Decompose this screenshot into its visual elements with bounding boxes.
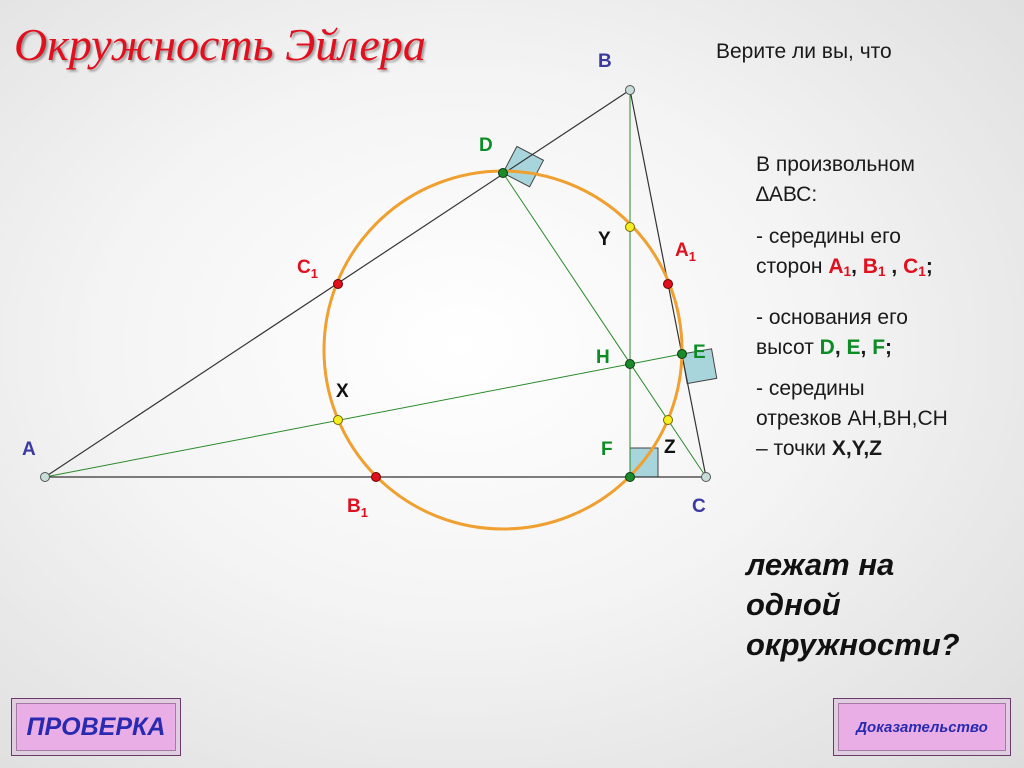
label-a: A xyxy=(22,439,36,460)
label-z: Z xyxy=(664,437,676,458)
statement-altitude-feet: - основания его высот D, E, F; xyxy=(756,306,908,359)
label-f: F xyxy=(601,439,613,460)
label-d: D xyxy=(479,135,493,156)
vertex-c xyxy=(702,473,711,482)
point-x xyxy=(334,416,343,425)
label-x: X xyxy=(336,381,349,402)
foot-d xyxy=(499,169,508,178)
label-b: B xyxy=(598,51,612,72)
foot-e xyxy=(678,350,687,359)
proof-button-label: Доказательство xyxy=(856,718,988,736)
statement-triangle: В произвольном ∆АВС: xyxy=(756,153,915,206)
label-b1: $B_1$ xyxy=(347,496,368,520)
label-h: H xyxy=(596,347,610,368)
midpoint-a1 xyxy=(664,280,673,289)
label-c1: $C_1$ xyxy=(297,257,318,281)
altitude-ae xyxy=(45,354,682,477)
point-z xyxy=(664,416,673,425)
statement-segment-midpoints: - середины отрезков АН,ВН,СН – точки X,Y,Z xyxy=(756,377,948,460)
check-button-label: ПРОВЕРКА xyxy=(26,712,166,741)
foot-f xyxy=(626,473,635,482)
check-button[interactable] xyxy=(11,698,181,756)
vertex-b xyxy=(626,86,635,95)
slide-title: Окружность Эйлера xyxy=(14,19,426,70)
orthocenter-h xyxy=(626,360,635,369)
midpoint-b1 xyxy=(372,473,381,482)
point-y xyxy=(626,223,635,232)
label-c: C xyxy=(692,496,706,517)
conclusion-text: лежат на одной окружности? xyxy=(746,547,960,662)
right-angle-marker-d xyxy=(503,146,543,186)
vertex-a xyxy=(41,473,50,482)
label-a1: $A_1$ xyxy=(675,240,696,264)
proof-button[interactable] xyxy=(833,698,1011,756)
label-e: E xyxy=(693,342,706,363)
statement-midpoints: - середины его сторон $A_1$, $B_1$ , $C_1$; xyxy=(756,225,933,279)
question-text: Верите ли вы, что xyxy=(716,40,892,63)
label-y: Y xyxy=(598,229,611,250)
midpoint-c1 xyxy=(334,280,343,289)
